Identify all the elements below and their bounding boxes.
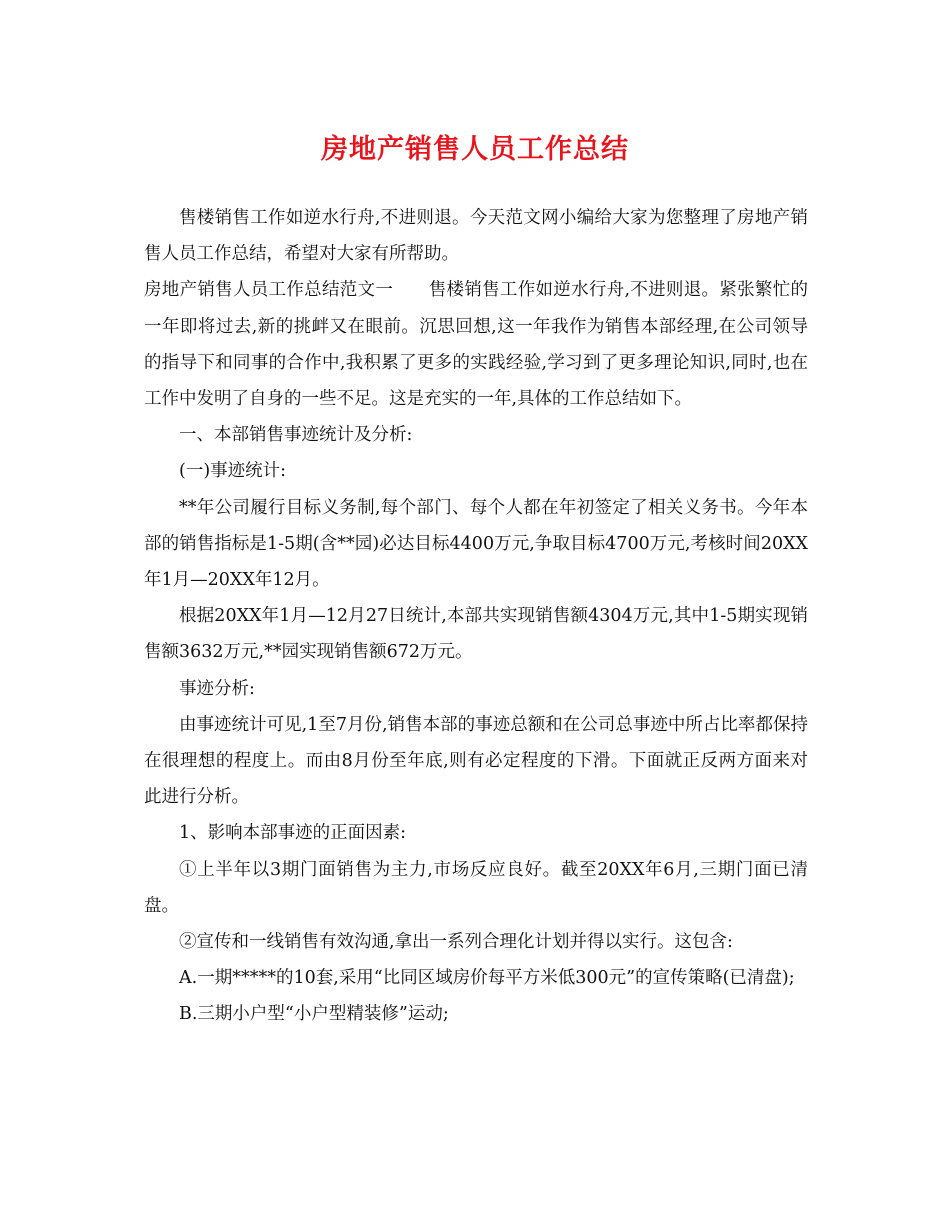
body-paragraph: 由事迹统计可见,1至7月份,销售本部的事迹总额和在公司总事迹中所占比率都保持在很理想的程度上。而由8月份至年底,则有必定程度的下滑。下面就正反两方面来对此进行分析。 (144, 714, 808, 808)
body-paragraph: 1、影响本部事迹的正面因素: (179, 823, 407, 844)
body-paragraph: 事迹分析: (179, 678, 255, 699)
body-paragraph: ②宣传和一线销售有效沟通,拿出一系列合理化计划并得以实行。这包含: (179, 932, 733, 953)
body-paragraph: **年公司履行目标义务制,每个部门、每个人都在年初签定了相关义务书。今年本部的销售指标是1-5期(含**园)必达目标4400万元,争取目标4700万元,考核时间20XX年1月—20XX年12月。 (144, 497, 808, 591)
document-body (144, 200, 808, 1033)
body-paragraph: 售楼销售工作如逆水行舟,不进则退。今天范文网小编给大家为您整理了房地产销售人员工作总结，希望对大家有所帮助。 (144, 208, 808, 265)
body-paragraph: 房地产销售人员工作总结范文一 售楼销售工作如逆水行舟,不进则退。紧张繁忙的一年即将过去,新的挑衅又在眼前。沉思回想,这一年我作为销售本部经理,在公司领导的指导下和同事的合作中,我积累了更多的实践经验,学习到了更多理论知识,同时,也在工作中发明了自身的一些不足。这是充实的一年,具体的工作总结如下。 (144, 280, 808, 410)
body-paragraph: B.三期小户型“小户型精装修”运动; (179, 1004, 449, 1025)
body-paragraph: (一)事迹统计: (179, 461, 287, 482)
body-paragraph: 一、本部销售事迹统计及分析: (179, 425, 413, 446)
body-paragraph: A.一期*****的10套,采用“比同区域房价每平方米低300元”的宣传策略(已清盘); (179, 968, 795, 989)
body-paragraph: ①上半年以3期门面销售为主力,市场反应良好。截至20XX年6月,三期门面已清盘。 (144, 859, 808, 916)
document-title: 房地产销售人员工作总结 (321, 134, 629, 165)
body-paragraph: 根据20XX年1月—12月27日统计,本部共实现销售额4304万元,其中1-5期实现销售额3632万元,**园实现销售额672万元。 (144, 606, 808, 663)
